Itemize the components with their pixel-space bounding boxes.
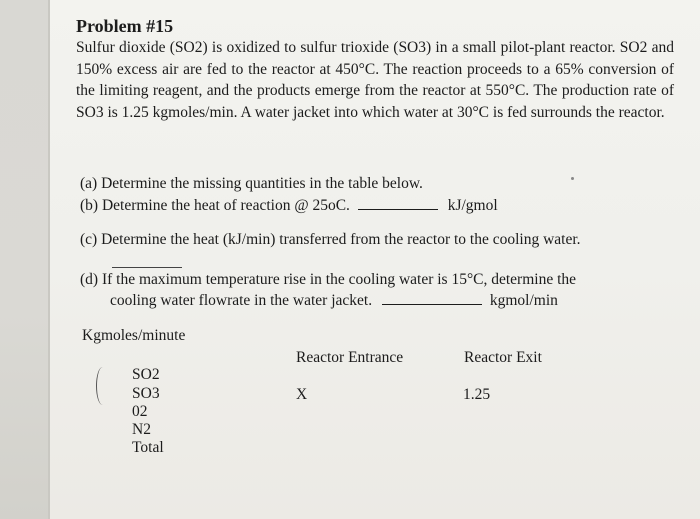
question-c: (c) Determine the heat (kJ/min) transferred from the reactor to the cooling water.	[80, 231, 581, 248]
page-edge	[48, 0, 50, 519]
row-label: SO2	[132, 366, 160, 383]
question-b-text: (b) Determine the heat of reaction @ 25oC.	[80, 197, 350, 214]
pen-mark	[112, 267, 182, 268]
row-label: 02	[132, 403, 148, 420]
question-a: (a) Determine the missing quantities in the table below.	[80, 175, 423, 192]
question-b	[80, 195, 498, 215]
question-d-unit: kgmol/min	[489, 292, 558, 309]
column-header-exit: Reactor Exit	[464, 349, 542, 366]
question-b-unit: kJ/gmol	[447, 197, 498, 214]
ink-dot	[571, 177, 574, 180]
answer-blank-b[interactable]	[358, 195, 438, 210]
answer-blank-d[interactable]	[382, 290, 482, 305]
question-d-line1: (d) If the maximum temperature rise in the cooling water is 15°C, determine the	[80, 271, 577, 288]
problem-title: Problem #15	[76, 16, 174, 36]
question-d-text: cooling water flowrate in the water jacket.	[110, 292, 373, 309]
row-label: Total	[132, 439, 164, 456]
problem-statement: Sulfur dioxide (SO2) is oxidized to sulfur trioxide (SO3) in a small pilot-plant reactor. SO2 and 150% excess air are fed to the reactor at 450°C. The reaction proceeds to a 65% conversion of the limiting reagent, and the products emerge from the reactor at 550°C. The production rate of SO3 is 1.25 kgmoles/min. A water jacket into which water at 30°C is fed surrounds the reactor.	[76, 39, 674, 121]
bracket-mark	[96, 367, 109, 405]
table-units-label: Kgmoles/minute	[82, 327, 186, 344]
cell-entrance-so3: X	[296, 386, 308, 403]
cell-exit-so3: 1.25	[463, 386, 491, 403]
row-label: SO3	[132, 385, 160, 402]
row-label: N2	[132, 421, 151, 438]
column-header-entrance: Reactor Entrance	[296, 349, 404, 366]
question-d	[110, 290, 558, 310]
